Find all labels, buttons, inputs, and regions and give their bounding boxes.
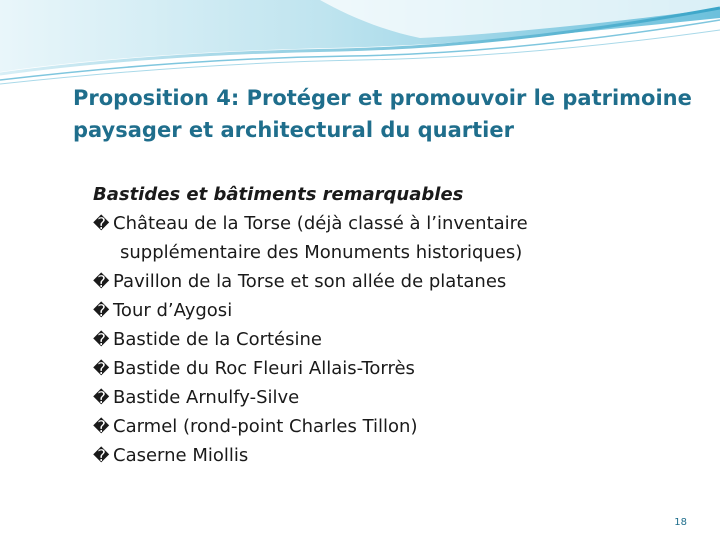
bullet-icon: � xyxy=(93,446,110,465)
slide-title-line-1: Proposition 4: Protéger et promouvoir le patrimoine xyxy=(73,86,692,110)
bullet-icon: � xyxy=(93,388,110,407)
list-item xyxy=(93,441,693,470)
list-item-text xyxy=(113,412,693,441)
bullet-icon: � xyxy=(93,214,110,233)
slide-title xyxy=(73,82,703,146)
list-item-line: Pavillon de la Torse et son allée de platanes xyxy=(113,271,507,292)
list-item-text xyxy=(113,325,693,354)
list-item xyxy=(93,209,693,267)
list-item xyxy=(93,412,693,441)
list-item-line: Bastide Arnulfy-Silve xyxy=(113,387,300,408)
page-number: 18 xyxy=(674,517,687,528)
list-item-text xyxy=(113,209,693,267)
list-item-line: Bastide de la Cortésine xyxy=(113,329,322,350)
list-item-text xyxy=(113,267,693,296)
list-item xyxy=(93,354,693,383)
list-item-text xyxy=(113,383,693,412)
content-body xyxy=(93,181,693,470)
list-item-line: Caserne Miollis xyxy=(113,445,249,466)
section-subheading: Bastides et bâtiments remarquables xyxy=(93,184,464,205)
list-item-line: Tour d’Aygosi xyxy=(113,300,233,321)
list-item xyxy=(93,267,693,296)
list-item-line: Bastide du Roc Fleuri Allais-Torrès xyxy=(113,358,415,379)
bullet-icon: � xyxy=(93,330,110,349)
header-wave-decoration xyxy=(0,0,720,90)
heritage-list xyxy=(93,209,693,470)
bullet-icon: � xyxy=(93,301,110,320)
list-item xyxy=(93,325,693,354)
bullet-icon: � xyxy=(93,272,110,291)
list-item xyxy=(93,296,693,325)
list-item-line: supplémentaire des Monuments historiques) xyxy=(120,242,523,263)
list-item-line: Château de la Torse (déjà classé à l’inventaire xyxy=(113,213,528,234)
list-item-text xyxy=(113,296,693,325)
slide-title-line-2: paysager et architectural du quartier xyxy=(73,118,514,142)
list-item-text xyxy=(113,354,693,383)
bullet-icon: � xyxy=(93,359,110,378)
list-item xyxy=(93,383,693,412)
list-item-text xyxy=(113,441,693,470)
bullet-icon: � xyxy=(93,417,110,436)
list-item-line: Carmel (rond-point Charles Tillon) xyxy=(113,416,418,437)
